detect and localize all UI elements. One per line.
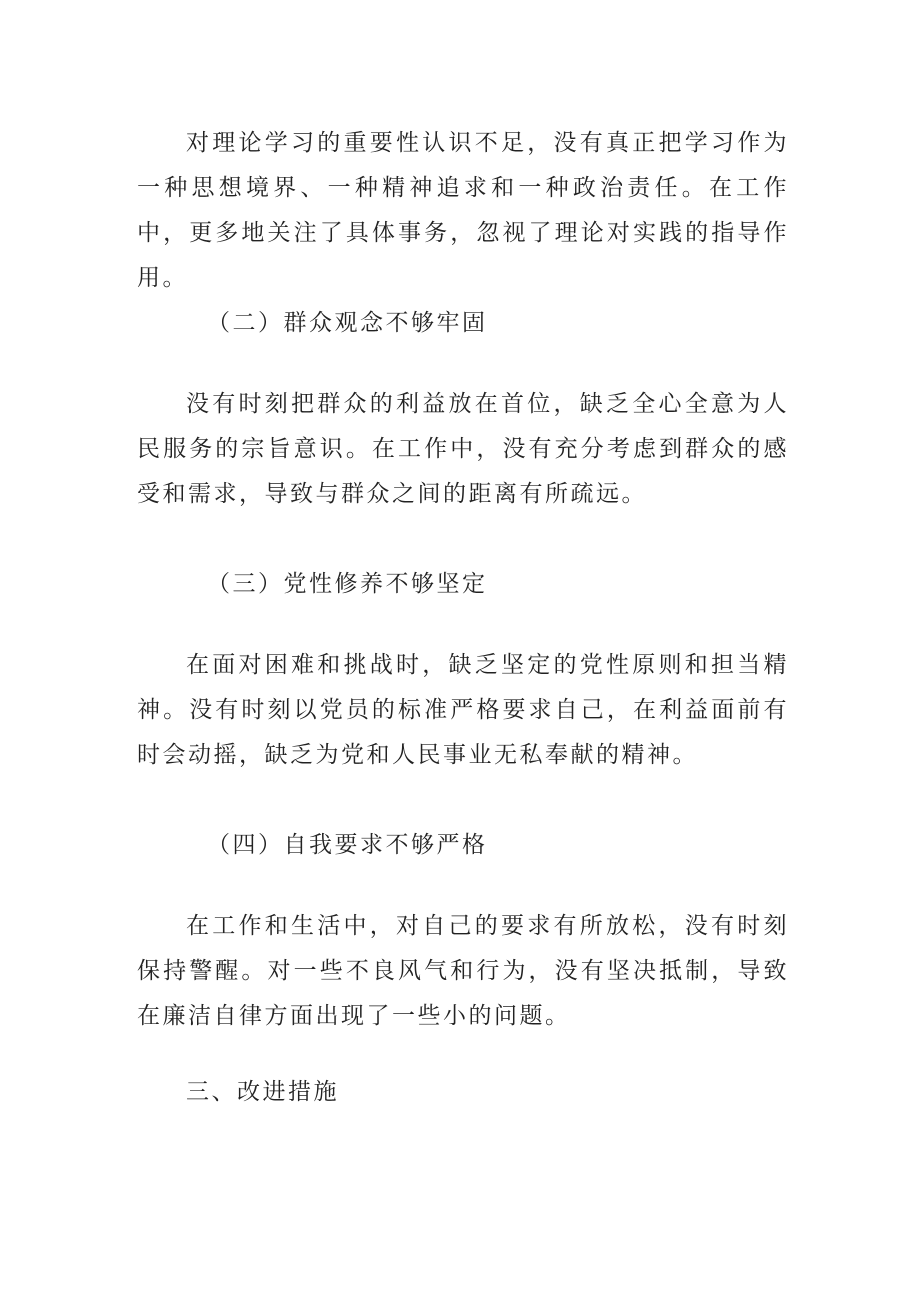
- heading-mass-concept: （二）群众观念不够牢固: [207, 310, 488, 336]
- heading-party-spirit: （三）党性修养不够坚定: [207, 571, 488, 597]
- paragraph-mass-concept: 没有时刻把群众的利益放在首位，缺乏全心全意为人民服务的宗旨意识。在工作中，没有充分考虑到群众的感受和需求，导致与群众之间的距离有所疏远。: [137, 391, 789, 507]
- paragraph-party-spirit: 在面对困难和挑战时，缺乏坚定的党性原则和担当精神。没有时刻以党员的标准严格要求自己，在利益面前有时会动摇，缺乏为党和人民事业无私奉献的精神。: [137, 652, 789, 768]
- paragraph-self-discipline: 在工作和生活中，对自己的要求有所放松，没有时刻保持警醒。对一些不良风气和行为，没有坚决抵制，导致在廉洁自律方面出现了一些小的问题。: [137, 913, 789, 1029]
- section-title-improvement: 三、改进措施: [186, 1079, 339, 1105]
- heading-self-discipline: （四）自我要求不够严格: [207, 832, 488, 858]
- paragraph-theory-study: 对理论学习的重要性认识不足，没有真正把学习作为一种思想境界、一种精神追求和一种政治责任。在工作中，更多地关注了具体事务，忽视了理论对实践的指导作用。: [137, 130, 789, 291]
